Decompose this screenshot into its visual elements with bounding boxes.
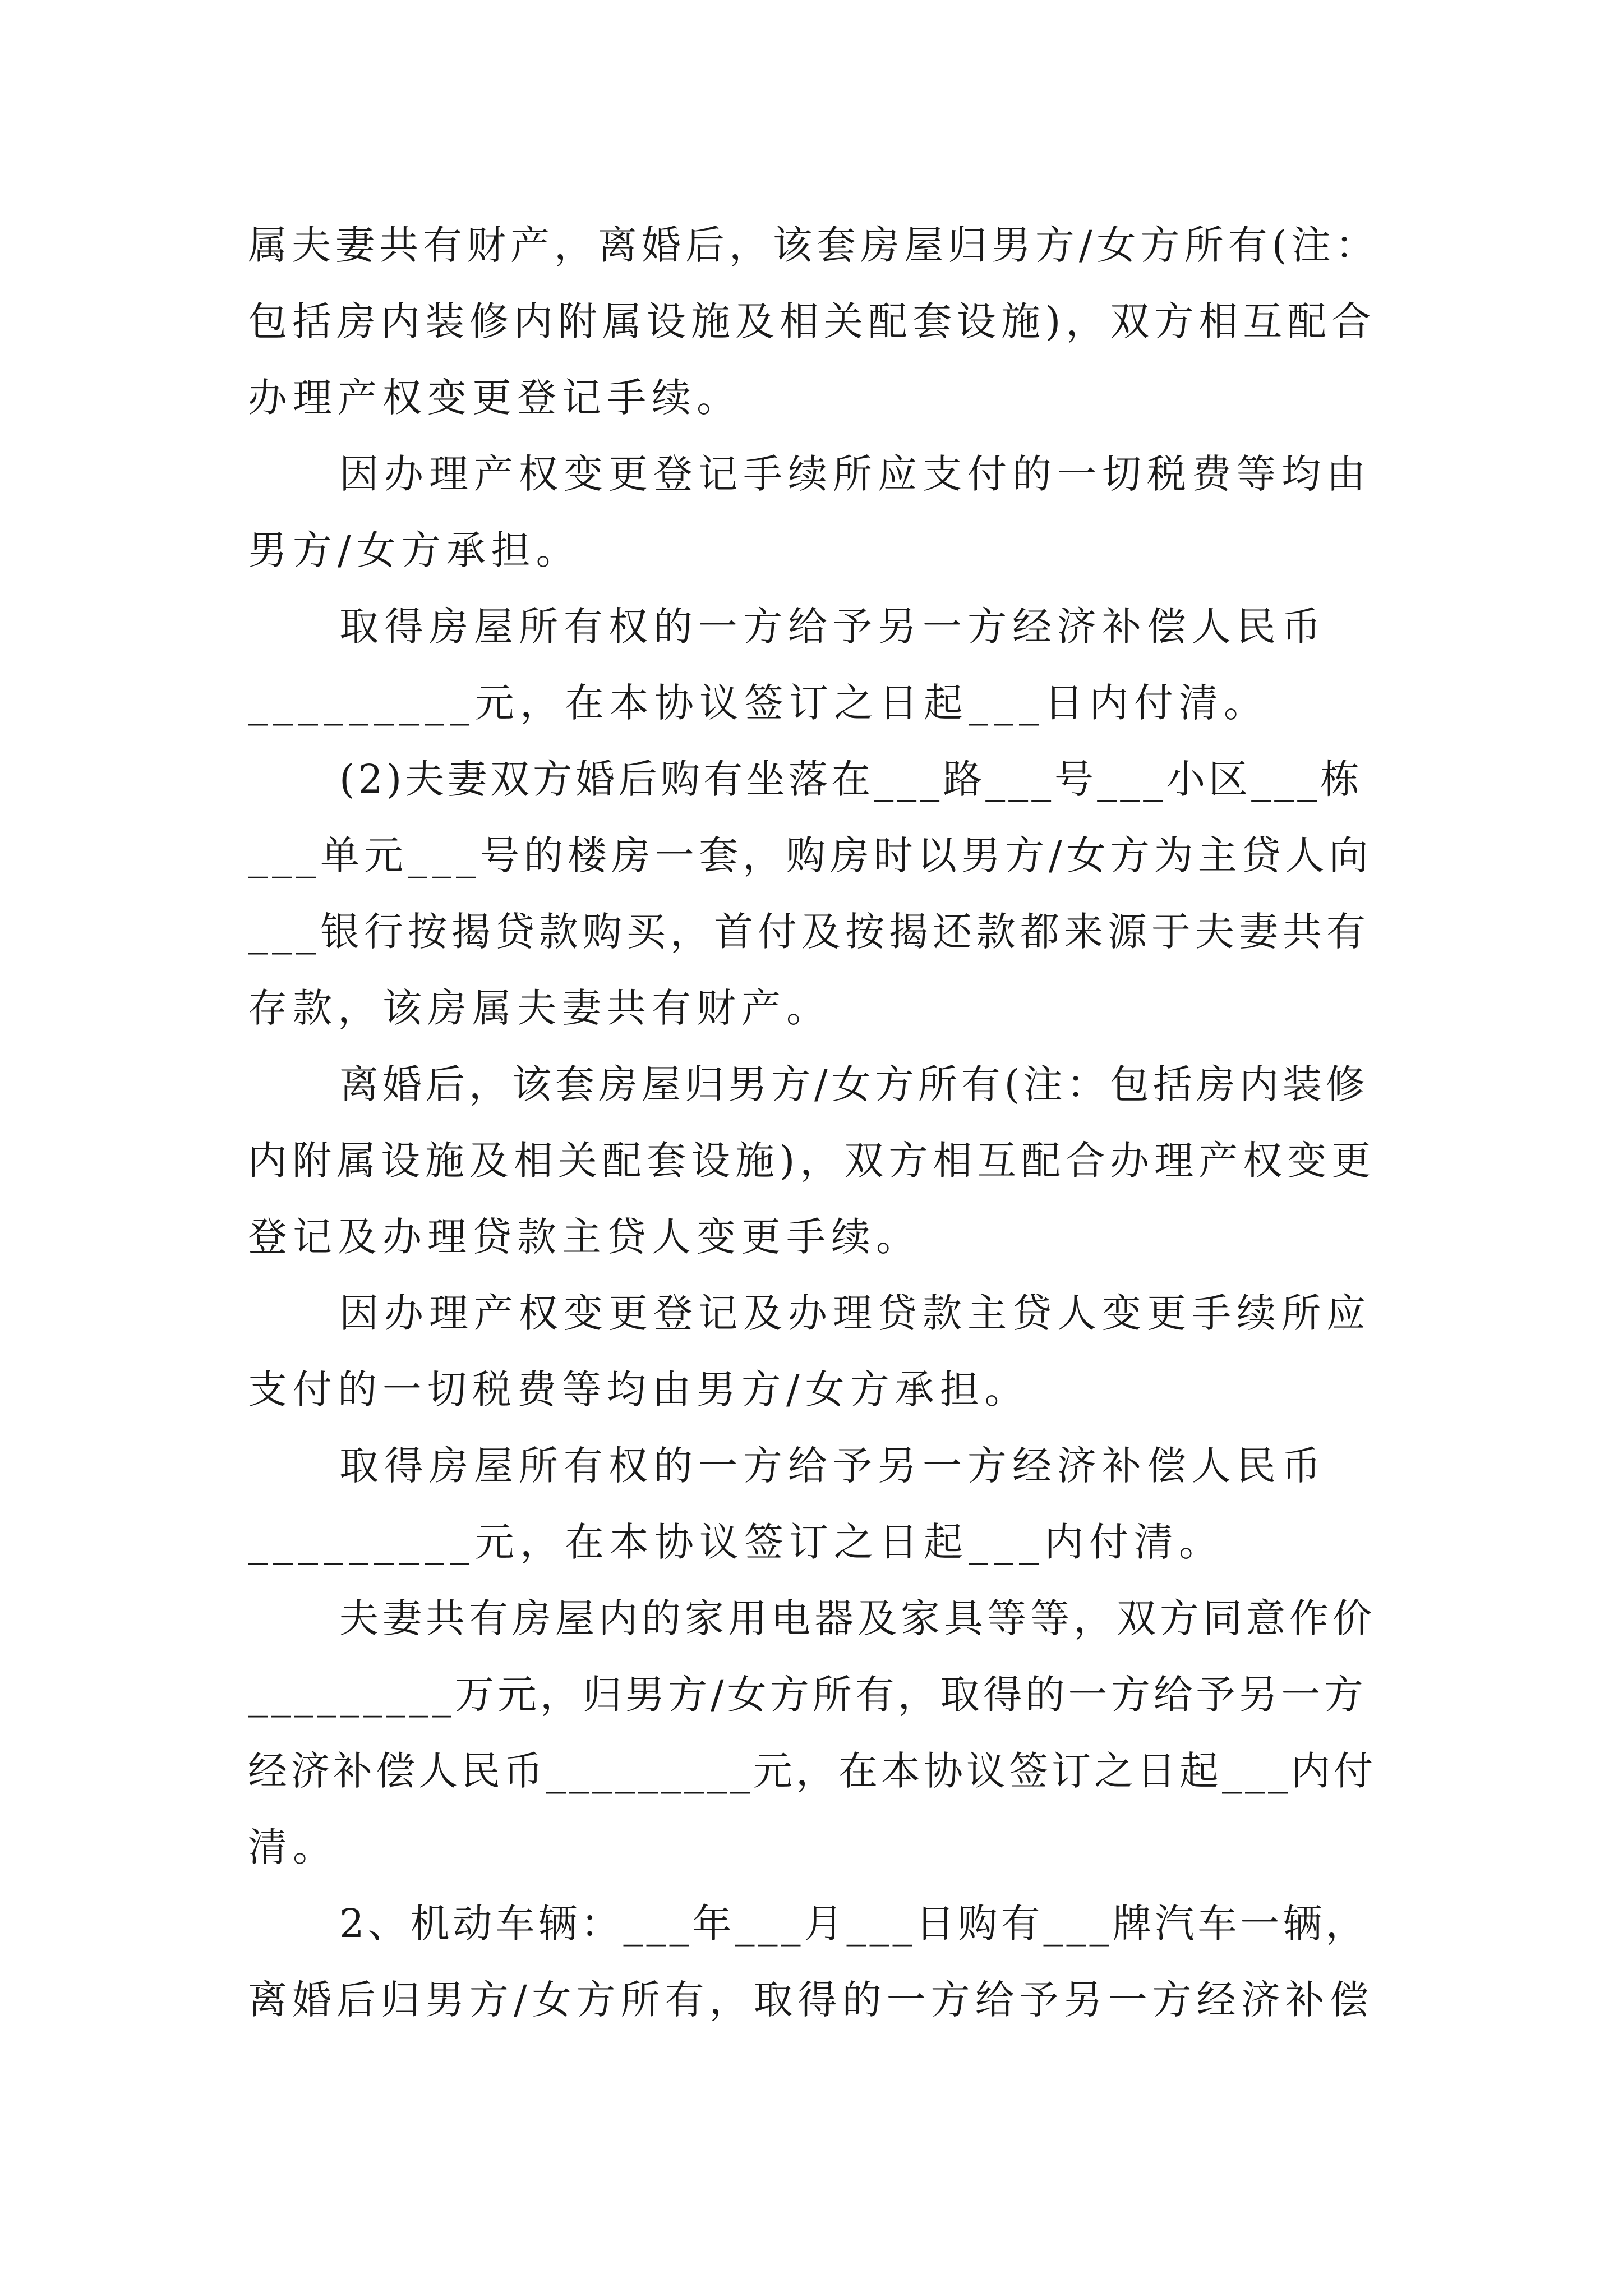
text-line: 包括房内装修内附属设施及相关配套设施)，双方相互配合 bbox=[248, 298, 1376, 344]
text-line: 离婚后归男方/女方所有，取得的一方给予另一方经济补偿 bbox=[248, 1977, 1374, 2023]
text-line: 取得房屋所有权的一方给予另一方经济补偿人民币 bbox=[339, 604, 1326, 650]
text-line: ___单元___号的楼房一套，购房时以男方/女方为主贷人向 bbox=[248, 832, 1373, 878]
text-line: 男方/女方承担。 bbox=[248, 527, 581, 573]
text-line: 夫妻共有房屋内的家用电器及家具等等，双方同意作价 bbox=[339, 1595, 1376, 1641]
text-line: 属夫妻共有财产，离婚后，该套房屋归男方/女方所有(注： bbox=[248, 222, 1379, 268]
text-line: 经济补偿人民币_________元，在本协议签订之日起___内付 bbox=[248, 1748, 1376, 1794]
text-line: 支付的一切税费等均由男方/女方承担。 bbox=[248, 1366, 1030, 1412]
text-line: 因办理产权变更登记及办理贷款主贷人变更手续所应 bbox=[339, 1290, 1371, 1336]
text-line: 清。 bbox=[248, 1824, 338, 1870]
text-line: 存款，该房属夫妻共有财产。 bbox=[248, 985, 831, 1031]
text-line: 取得房屋所有权的一方给予另一方经济补偿人民币 bbox=[339, 1443, 1326, 1489]
text-line: _________元，在本协议签订之日起___日内付清。 bbox=[248, 680, 1269, 726]
text-line: (2)夫妻双方婚后购有坐落在___路___号___小区___栋 bbox=[339, 756, 1363, 802]
text-line: 因办理产权变更登记手续所应支付的一切税费等均由 bbox=[339, 451, 1371, 497]
text-line: _________万元，归男方/女方所有，取得的一方给予另一方 bbox=[248, 1672, 1367, 1718]
text-line: 办理产权变更登记手续。 bbox=[248, 375, 741, 421]
text-line: 内附属设施及相关配套设施)，双方相互配合办理产权变更 bbox=[248, 1138, 1376, 1184]
text-line: _________元，在本协议签订之日起___内付清。 bbox=[248, 1519, 1224, 1565]
text-line: 登记及办理贷款主贷人变更手续。 bbox=[248, 1214, 921, 1260]
text-line: 2、机动车辆：___年___月___日购有___牌汽车一辆， bbox=[339, 1901, 1368, 1947]
text-line: ___银行按揭贷款购买，首付及按揭还款都来源于夫妻共有 bbox=[248, 909, 1370, 955]
text-line: 离婚后，该套房屋归男方/女方所有(注：包括房内装修 bbox=[339, 1061, 1369, 1107]
